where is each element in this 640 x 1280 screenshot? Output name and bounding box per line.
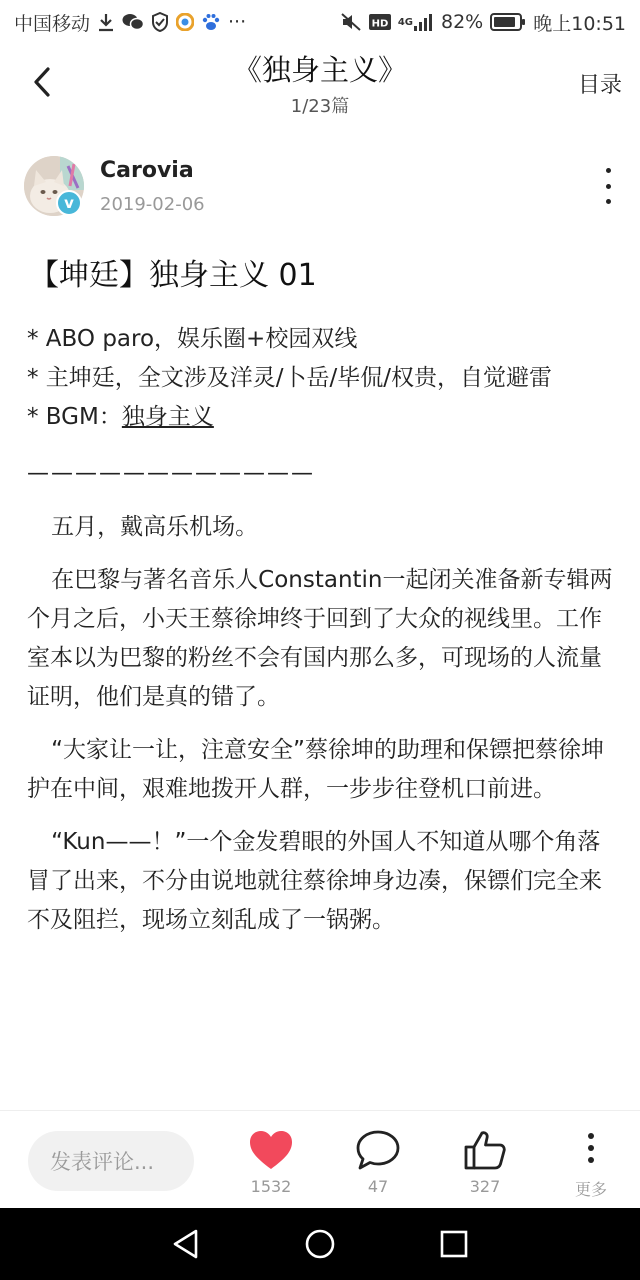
thumbs-up-icon	[462, 1129, 508, 1171]
top-nav-bar	[0, 44, 640, 128]
section-divider: ————————————	[27, 461, 315, 486]
app-color-icon	[176, 13, 194, 31]
paragraph: 在巴黎与著名音乐人Constantin一起闭关准备新专辑两个月之后，小天王蔡徐坤终于回到了大众的视线里。工作室本以为巴黎的粉丝不会有国内那么多，可现场的人流量证明，他们是真的错了。	[27, 567, 613, 710]
battery-icon	[490, 13, 526, 31]
paragraph: “Kun——！”一个金发碧眼的外国人不知道从哪个角落冒了出来，不分由说地就往蔡徐坤身边凑，保镖们完全来不及阻拦，现场立刻乱成了一锅粥。	[27, 829, 602, 933]
comment-button[interactable]	[338, 1129, 418, 1203]
note-line: * ABO paro，娱乐圈+校园双线	[27, 326, 358, 352]
more-actions-button[interactable]	[551, 1129, 631, 1203]
chapter-indicator: 1/23篇	[290, 96, 350, 117]
more-notifications: ···	[228, 11, 247, 33]
status-bar	[0, 0, 640, 44]
author-header	[24, 156, 624, 220]
more-label: 更多	[574, 1180, 607, 1199]
note-line-bgm	[27, 398, 615, 437]
more-options-button[interactable]	[598, 168, 618, 204]
like-count: 1532	[250, 1177, 292, 1196]
catalog-button[interactable]: 目录	[577, 73, 622, 98]
verified-badge-icon: v	[56, 190, 82, 216]
shield-check-icon	[151, 12, 169, 32]
hd-icon	[369, 13, 391, 31]
carrier-label: 中国移动	[14, 12, 91, 35]
note-line: * 主坤廷，全文涉及洋灵/卜岳/毕侃/权贵，自觉避雷	[27, 365, 553, 391]
dot-icon	[606, 184, 611, 189]
post-notes	[27, 320, 615, 437]
dot-icon	[606, 168, 611, 173]
paragraph: 五月，戴高乐机场。	[51, 514, 259, 540]
system-nav-bar	[0, 1208, 640, 1280]
signal-icon	[398, 13, 434, 31]
bottom-action-bar	[0, 1110, 640, 1208]
back-triangle-icon[interactable]	[171, 1228, 201, 1260]
battery-percent: 82%	[441, 11, 484, 33]
recommend-count: 327	[469, 1177, 501, 1196]
bgm-link[interactable]: 独身主义	[121, 404, 214, 430]
recents-square-icon[interactable]	[439, 1229, 469, 1259]
post-date: 2019-02-06	[100, 194, 205, 215]
like-button[interactable]	[231, 1129, 311, 1203]
page-title: 《独身主义》	[232, 53, 407, 87]
home-circle-icon[interactable]	[304, 1228, 336, 1260]
author-name[interactable]: Carovia	[100, 158, 194, 183]
post-title: 【坤廷】独身主义 01	[29, 258, 317, 293]
speech-bubble-icon	[355, 1129, 401, 1171]
network-type: 4G	[397, 16, 413, 28]
bgm-label: * BGM：	[27, 404, 122, 430]
download-icon	[97, 12, 115, 32]
dot-icon	[606, 199, 611, 204]
vertical-dots-icon	[581, 1129, 601, 1171]
article-body	[27, 250, 615, 954]
svg-text:HD: HD	[371, 18, 389, 30]
paragraph: “大家让一让，注意安全”蔡徐坤的助理和保镖把蔡徐坤护在中间，艰难地拨开人群，一步步往登机口前进。	[27, 737, 604, 802]
comment-count: 47	[367, 1177, 389, 1196]
heart-icon	[248, 1129, 294, 1171]
recommend-button[interactable]	[445, 1129, 525, 1203]
clock: 晚上10:51	[533, 12, 626, 35]
comment-input[interactable]: 发表评论...	[28, 1131, 194, 1191]
mute-icon	[340, 12, 362, 32]
baidu-paw-icon	[201, 12, 221, 32]
wechat-icon	[122, 13, 144, 31]
